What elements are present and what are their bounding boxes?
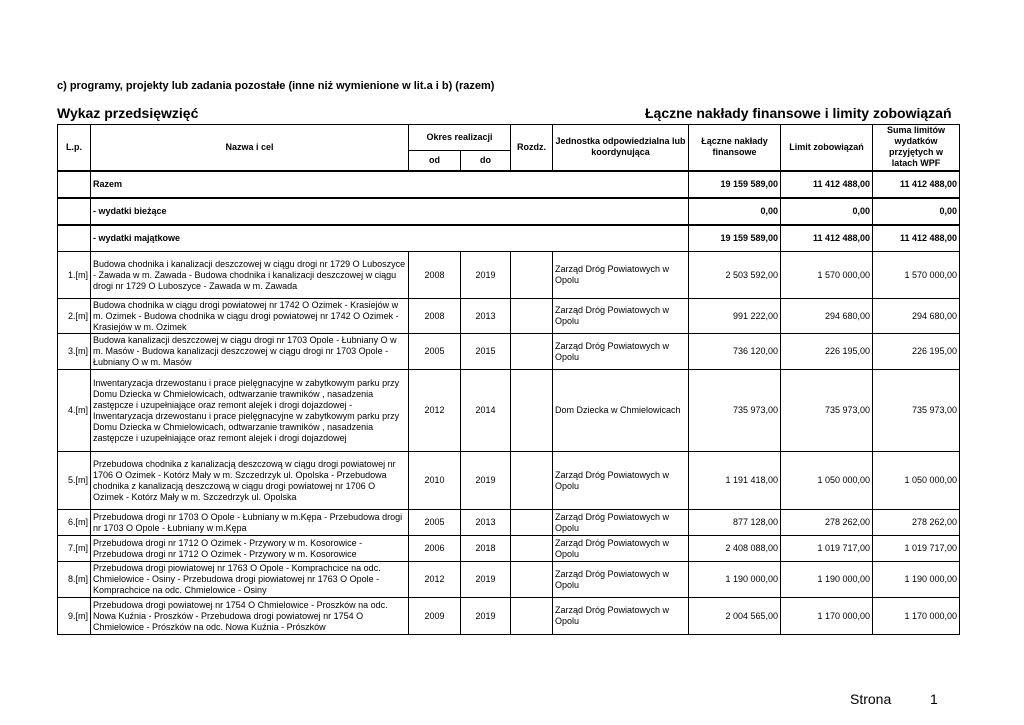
row-section: [511, 452, 553, 510]
table-row: [58, 598, 960, 635]
row-section: [511, 536, 553, 562]
row-wpf: 1 190 000,00: [873, 562, 960, 598]
row-from: 2006: [409, 536, 461, 562]
summary-limit: 0,00: [781, 198, 873, 225]
row-wpf: 278 262,00: [873, 510, 960, 536]
row-total: 2 503 592,00: [689, 252, 781, 299]
header-lp: L.p.: [58, 125, 91, 171]
header-total: Łączne nakłady finansowe: [689, 125, 781, 171]
row-section: [511, 370, 553, 452]
row-section: [511, 510, 553, 536]
summary-row-total: [58, 171, 960, 198]
row-from: 2005: [409, 334, 461, 370]
summary-wpf: 11 412 488,00: [873, 225, 960, 252]
row-name: Przebudowa drogi piowiatowej nr 1763 O Opole - Komprachcice na odc. Chmielowice - Osiny - Przebudowa drogi piowiatowej nr 1763 O Opole - Komprachcice na odc. Chmielowice - Osiny: [91, 562, 409, 598]
table-row: [58, 334, 960, 370]
row-lp: 4.[m]: [58, 370, 91, 452]
row-wpf: 1 570 000,00: [873, 252, 960, 299]
row-from: 2010: [409, 452, 461, 510]
table-row: [58, 562, 960, 598]
row-total: 1 191 418,00: [689, 452, 781, 510]
row-unit: Zarząd Dróg Powiatowych w Opolu: [553, 299, 689, 334]
row-section: [511, 334, 553, 370]
table-row: [58, 452, 960, 510]
row-name: Przebudowa chodnika z kanalizacją deszczową w ciągu drogi powiatowej nr 1706 O Ozimek - Kotórz Mały w m. Szczedrzyk ul. Opolska - Przebudowa chodnika z kanalizacją deszczową w ciągu drogi powiatowej nr 1706 O Ozimek - Kotórz Mały w m. Szczedrzyk ul. Opolska: [91, 452, 409, 510]
summary-row-capital: [58, 225, 960, 252]
row-unit: Zarząd Dróg Powiatowych w Opolu: [553, 536, 689, 562]
summary-limit: 11 412 488,00: [781, 171, 873, 198]
row-from: 2008: [409, 299, 461, 334]
table-row: [58, 370, 960, 452]
row-to: 2019: [461, 598, 511, 635]
summary-label: - wydatki majątkowe: [91, 225, 689, 252]
row-wpf: 735 973,00: [873, 370, 960, 452]
row-wpf: 1 019 717,00: [873, 536, 960, 562]
row-lp: 8.[m]: [58, 562, 91, 598]
row-name: Przebudowa drogi powiatowej nr 1754 O Chmielowice - Proszków na odc. Nowa Kuźnia - Proszków - Przebudowa drogi powiatowej nr 1754 O Chmielowice - Prószków na odc. Nowa Kuźnia - Prószków: [91, 598, 409, 635]
row-section: [511, 252, 553, 299]
row-total: 2 408 088,00: [689, 536, 781, 562]
row-to: 2014: [461, 370, 511, 452]
heading-right: Łączne nakłady finansowe i limity zobowiązań: [645, 105, 952, 121]
summary-label: - wydatki bieżące: [91, 198, 689, 225]
row-unit: Zarząd Dróg Powiatowych w Opolu: [553, 510, 689, 536]
row-limit: 1 019 717,00: [781, 536, 873, 562]
summary-total: 19 159 589,00: [689, 171, 781, 198]
header-limit: Limit zobowiązań: [781, 125, 873, 171]
row-name: Inwentaryzacja drzewostanu i prace pielęgnacyjne w zabytkowym parku przy Domu Dziecka w Chmielowicach, odtwarzanie trawników , nasadzenia zastępcze i uzupełniające oraz remont alejek i drogi dojazdowej - Inwentaryzacja drzewostanu i prace pielęgnacyjne w zabytkowym parku przy Domu Dziecka w Chmielowicach, odtwarzanie trawników , nasadzenia zastępcze i uzupełniające oraz remont alejek i drogi dojazdowej: [91, 370, 409, 452]
row-wpf: 1 170 000,00: [873, 598, 960, 635]
page-label: Strona: [850, 691, 892, 707]
table-row: [58, 536, 960, 562]
summary-row-current: [58, 198, 960, 225]
row-total: 877 128,00: [689, 510, 781, 536]
table-row: [58, 510, 960, 536]
row-name: Przebudowa drogi nr 1712 O Ozimek - Przywory w m. Kosorowice - Przebudowa drogi nr 1712 O Ozimek - Przywory w m. Kosorowice: [91, 536, 409, 562]
header-wpf: Suma limitów wydatków przyjętych w latach WPF: [873, 125, 960, 171]
row-from: 2009: [409, 598, 461, 635]
row-unit: Zarząd Dróg Powiatowych w Opolu: [553, 334, 689, 370]
summary-wpf: 11 412 488,00: [873, 171, 960, 198]
row-wpf: 226 195,00: [873, 334, 960, 370]
row-section: [511, 562, 553, 598]
row-limit: 1 190 000,00: [781, 562, 873, 598]
heading-left: Wykaz przedsięwzięć: [57, 105, 199, 121]
summary-total: 0,00: [689, 198, 781, 225]
header-to: do: [461, 151, 511, 171]
header-from: od: [409, 151, 461, 171]
row-unit: Zarząd Dróg Powiatowych w Opolu: [553, 598, 689, 635]
row-unit: Zarząd Dróg Powiatowych w Opolu: [553, 562, 689, 598]
row-limit: 1 170 000,00: [781, 598, 873, 635]
summary-total: 19 159 589,00: [689, 225, 781, 252]
table-row: [58, 299, 960, 334]
row-from: 2012: [409, 562, 461, 598]
row-unit: Zarząd Dróg Powiatowych w Opolu: [553, 452, 689, 510]
row-name: Budowa kanalizacji deszczowej w ciągu drogi nr 1703 Opole - Łubniany O w m. Masów - Budowa kanalizacji deszczowej w ciągu drogi nr 1703 Opole - Łubniany O w m. Masów: [91, 334, 409, 370]
row-name: Budowa chodnika w ciągu drogi powiatowej nr 1742 O Ozimek - Krasiejów w m. Ozimek - Budowa chodnika w ciągu drogi powiatowej nr 1742 O Ozimek - Krasiejów w m. Ozimek: [91, 299, 409, 334]
projects-table: [57, 124, 960, 635]
row-to: 2019: [461, 452, 511, 510]
row-wpf: 1 050 000,00: [873, 452, 960, 510]
row-to: 2013: [461, 299, 511, 334]
row-limit: 735 973,00: [781, 370, 873, 452]
row-from: 2008: [409, 252, 461, 299]
row-lp: 9.[m]: [58, 598, 91, 635]
row-to: 2019: [461, 562, 511, 598]
row-total: 1 190 000,00: [689, 562, 781, 598]
row-lp: 3.[m]: [58, 334, 91, 370]
row-name: Budowa chodnika i kanalizacji deszczowej w ciągu drogi nr 1729 O Luboszyce - Zawada w m. Zawada - Budowa chodnika i kanalizacji deszczowej w ciągu drogi nr 1729 O Luboszyce - Zawada w m. Zawada: [91, 252, 409, 299]
row-limit: 278 262,00: [781, 510, 873, 536]
row-lp: 2.[m]: [58, 299, 91, 334]
row-limit: 1 570 000,00: [781, 252, 873, 299]
summary-limit: 11 412 488,00: [781, 225, 873, 252]
row-unit: Zarząd Dróg Powiatowych w Opolu: [553, 252, 689, 299]
row-to: 2019: [461, 252, 511, 299]
row-total: 991 222,00: [689, 299, 781, 334]
row-limit: 1 050 000,00: [781, 452, 873, 510]
row-to: 2015: [461, 334, 511, 370]
header-period: Okres realizacji: [409, 125, 511, 151]
row-to: 2013: [461, 510, 511, 536]
summary-label: Razem: [91, 171, 689, 198]
row-lp: 5.[m]: [58, 452, 91, 510]
row-limit: 226 195,00: [781, 334, 873, 370]
row-section: [511, 598, 553, 635]
row-from: 2012: [409, 370, 461, 452]
row-to: 2018: [461, 536, 511, 562]
row-wpf: 294 680,00: [873, 299, 960, 334]
row-lp: 1.[m]: [58, 252, 91, 299]
row-section: [511, 299, 553, 334]
row-unit: Dom Dziecka w Chmielowicach: [553, 370, 689, 452]
row-lp: 6.[m]: [58, 510, 91, 536]
header-section: Rozdz.: [511, 125, 553, 171]
row-limit: 294 680,00: [781, 299, 873, 334]
header-unit: Jednostka odpowiedzialna lub koordynująca: [553, 125, 689, 171]
summary-wpf: 0,00: [873, 198, 960, 225]
row-lp: 7.[m]: [58, 536, 91, 562]
row-name: Przebudowa drogi nr 1703 O Opole - Łubniany w m.Kępa - Przebudowa drogi nr 1703 O Opole - Łubniany w m.Kępa: [91, 510, 409, 536]
row-total: 2 004 565,00: [689, 598, 781, 635]
page-number: 1: [930, 691, 938, 707]
table-row: [58, 252, 960, 299]
row-total: 735 973,00: [689, 370, 781, 452]
row-from: 2005: [409, 510, 461, 536]
document-subtitle: c) programy, projekty lub zadania pozostałe (inne niż wymienione w lit.a i b) (razem): [57, 80, 495, 92]
row-total: 736 120,00: [689, 334, 781, 370]
header-name: Nazwa i cel: [91, 125, 409, 171]
